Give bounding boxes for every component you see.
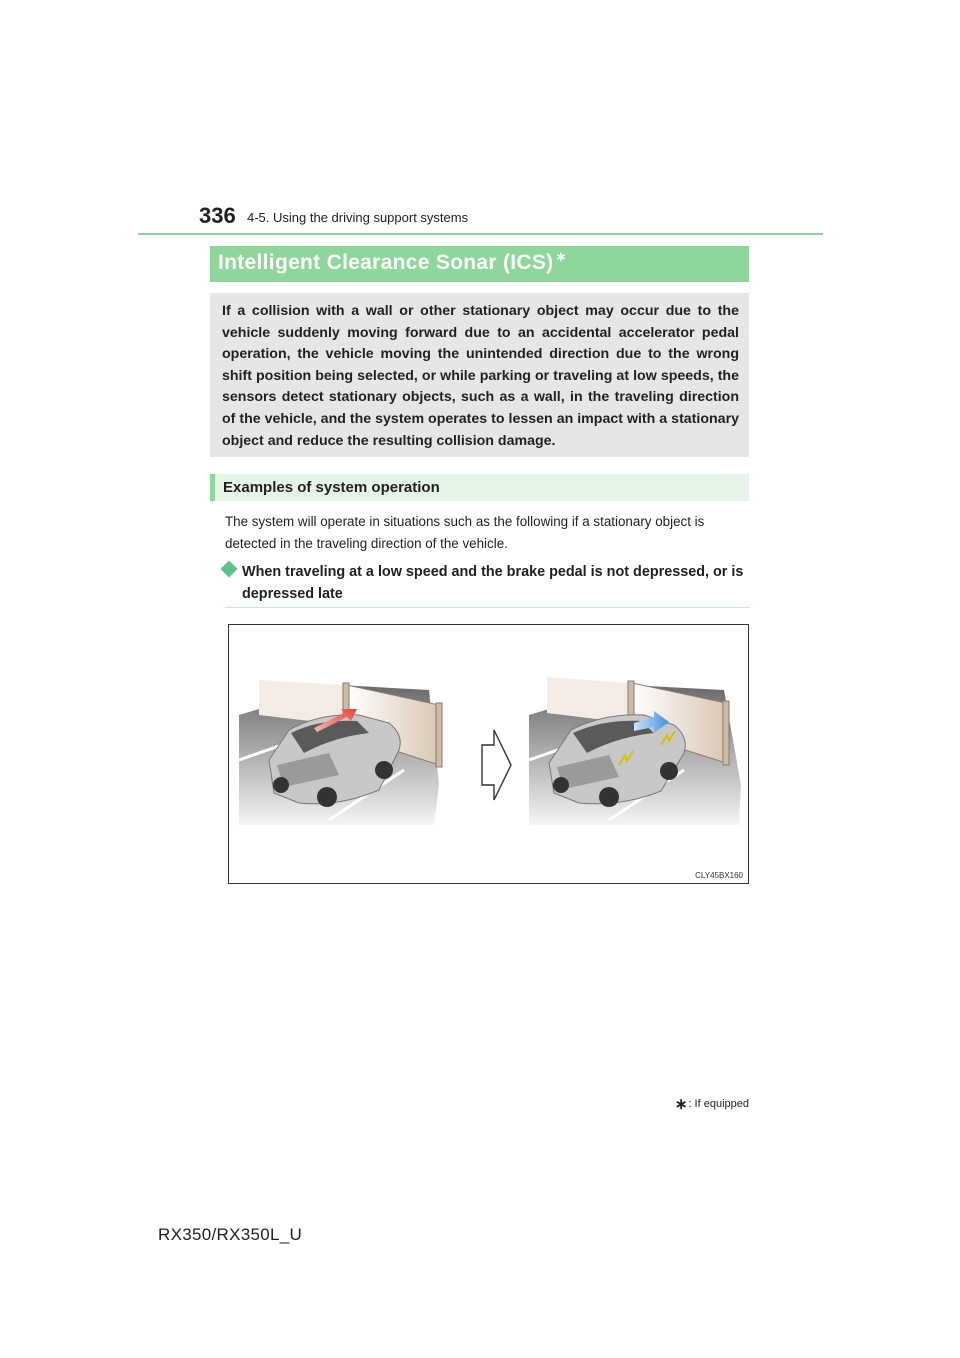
- section-breadcrumb: 4-5. Using the driving support systems: [247, 210, 469, 225]
- wall-post-right-2: [723, 701, 729, 765]
- illustration-figure: [228, 624, 749, 884]
- subsection-title: Examples of system operation: [223, 479, 440, 496]
- bullet-divider: [225, 607, 750, 608]
- page-number: 336: [199, 203, 236, 228]
- footnote-text: : If equipped: [688, 1098, 749, 1110]
- footnote: [595, 1095, 749, 1113]
- footnote-marker: ∗: [674, 1096, 688, 1113]
- wall-post-left-2: [436, 703, 442, 767]
- intro-text: If a collision with a wall or other stationary object may occur due to the vehicle suddenly moving forward due to an accidental accelerator pedal operation, the vehicle moving the unintended direction due to the wrong shift position being selected, or while parking or traveling at low speeds, the sensors detect stationary objects, such as a wall, in the traveling direction of the vehicle, and the system operates to lessen an impact with a stationary object and reduce the resulting collision damage.: [222, 303, 739, 449]
- model-code: RX350/RX350L_U: [158, 1225, 303, 1244]
- parking-scene-illustration: [229, 625, 749, 884]
- subsection-header: [210, 474, 749, 501]
- scene-after: [529, 677, 741, 825]
- section-title-bar: [210, 246, 749, 282]
- transition-arrow-icon: [482, 730, 511, 800]
- bullet-diamond-icon: [221, 561, 238, 578]
- header-divider: [138, 233, 823, 235]
- figure-code: CLY45BX160: [695, 871, 743, 880]
- intro-box: [210, 293, 749, 457]
- subsection-body: The system will operate in situations such as the following if a stationary object is detected in the traveling direction of the vehicle.: [225, 514, 705, 551]
- bullet-heading: When traveling at a low speed and the brake pedal is not depressed, or is depressed late: [242, 564, 744, 602]
- section-title-text: Intelligent Clearance Sonar (ICS): [218, 251, 554, 274]
- if-equipped-marker: ∗: [555, 249, 567, 264]
- section-title: [218, 251, 567, 275]
- scene-before: [239, 680, 442, 825]
